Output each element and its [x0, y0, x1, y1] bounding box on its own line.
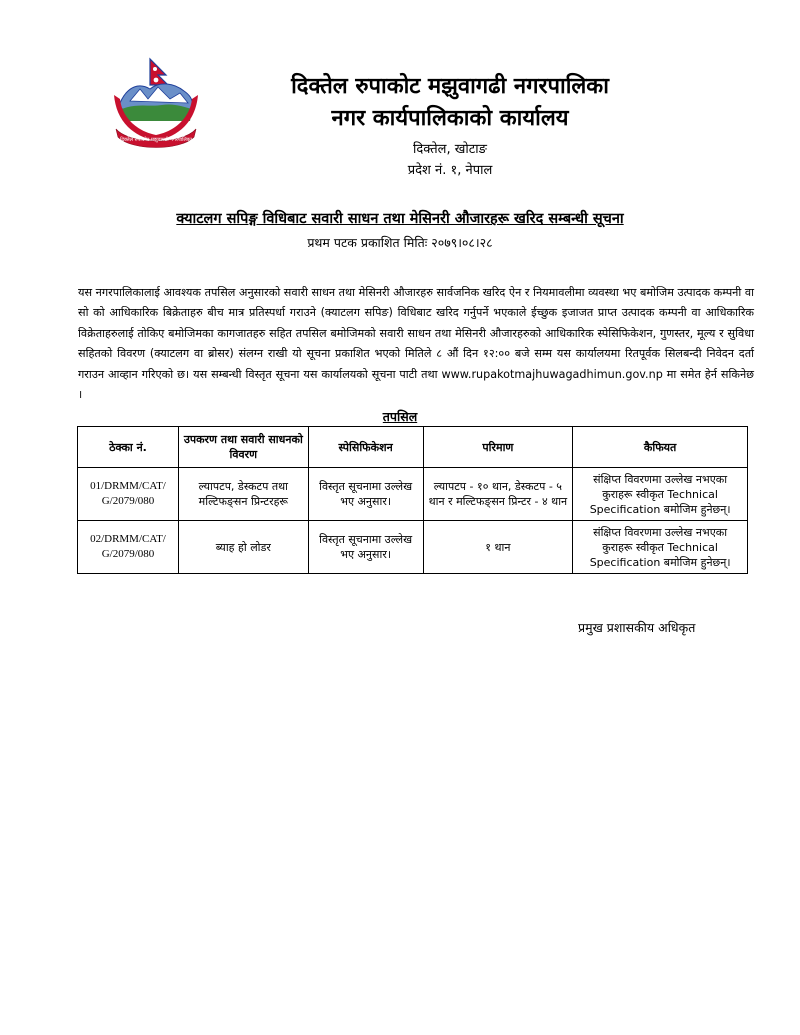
publication-date: प्रथम पटक प्रकाशित मितिः २०७९।०८।२८	[307, 235, 493, 250]
header-spec: स्पेसिफिकेशन	[308, 427, 423, 468]
notice-body: यस नगरपालिकालाई आवश्यक तपसिल अनुसारको सवारी साधन तथा मेसिनरी औजारहरु सार्वजनिक खरिद ऐन र नियमावलीमा व्यवस्था भए बमोजिम उत्पादक कम्पनी वा सो को आधिकारिक बिक्रेताहरु बीच मात्र प्रतिस्पर्धा गराउने (क्याटलग सपिङ) विधिबाट खरिद गर्नुपर्ने भएकाले ईच्छुक इजाजत प्राप्त उत्पादक कम्पनी वा आधिकारिक विक्रेताहरुलाई तोकिए बमोजिमका कागजातहरु सहित तपसिल बमोजिमको सवारी साधन तथा मेसिनरी औजारहरुको आधिकारिक स्पेसिफिकेशन, गुणस्तर, मूल्य र सुविधा सहितको विवरण (क्याटलग वा ब्रोसर) संलग्न राखी यो सूचना प्रकाशित भएको मितिले ८ औं दिन १२:०० बजे सम्म यस कार्यालयमा रितपूर्वक सिलबन्दी निवेदन दर्ता गराउन आव्हान गरिएको छ। यस सम्बन्धी विस्तृत सूचना यस कार्यालयको सूचना पाटी तथा www.rupakotmajhuwagadhimun.gov.np मा समेत हेर्न सकिनेछ ।	[78, 286, 754, 402]
cell-spec: विस्तृत सूचनामा उल्लेख भए अनुसार।	[308, 468, 423, 521]
municipality-name: दिक्तेल रुपाकोट मझुवागढी नगरपालिका	[291, 74, 609, 99]
header-item: उपकरण तथा सवारी साधनको विवरण	[178, 427, 308, 468]
header-remarks: कैफियत	[573, 427, 748, 468]
municipality-emblem	[110, 55, 202, 155]
table-row	[78, 521, 748, 574]
emblem-caption-text: दिक्तेल रुपाकोट मझुवागढी नगरपालिका	[120, 137, 192, 143]
cell-item: ब्याह हो लोडर	[178, 521, 308, 574]
table-row	[78, 468, 748, 521]
cell-remarks: संक्षिप्त विवरणमा उल्लेख नभएका कुराहरू स्वीकृत Technical Specification बमोजिम हुनेछन्।	[573, 521, 748, 574]
header-contract-no: ठेक्का नं.	[78, 427, 179, 468]
office-name: नगर कार्यपालिकाको कार्यालय	[331, 106, 569, 131]
cell-item: ल्यापटप, डेस्कटप तथा मल्टिफङ्सन प्रिन्टरहरू	[178, 468, 308, 521]
office-address: दिक्तेल, खोटाङ	[413, 142, 487, 157]
cell-quantity: ल्यापटप - १० थान, डेस्कटप - ५ थान र मल्टिफङ्सन प्रिन्टर - ४ थान	[423, 468, 573, 521]
schedule-table	[77, 426, 748, 574]
table-header-row	[78, 427, 748, 468]
cell-quantity: १ थान	[423, 521, 573, 574]
header-quantity: परिमाण	[423, 427, 573, 468]
cell-contract-no: 01/DRMM/CAT/ G/2079/080	[78, 468, 179, 521]
schedule-caption: तपसिल	[382, 409, 418, 424]
cell-contract-no: 02/DRMM/CAT/ G/2079/080	[78, 521, 179, 574]
notice-title: क्याटलग सपिङ्ग विधिबाट सवारी साधन तथा मेसिनरी औजारहरू खरिद सम्बन्धी सूचना	[176, 211, 624, 227]
cell-remarks: संक्षिप्त विवरणमा उल्लेख नभएका कुराहरू स्वीकृत Technical Specification बमोजिम हुनेछन्।	[573, 468, 748, 521]
signatory-title: प्रमुख प्रशासकीय अधिकृत	[578, 620, 696, 635]
province-line: प्रदेश नं. १, नेपाल	[407, 163, 493, 178]
cell-spec: विस्तृत सूचनामा उल्लेख भए अनुसार।	[308, 521, 423, 574]
